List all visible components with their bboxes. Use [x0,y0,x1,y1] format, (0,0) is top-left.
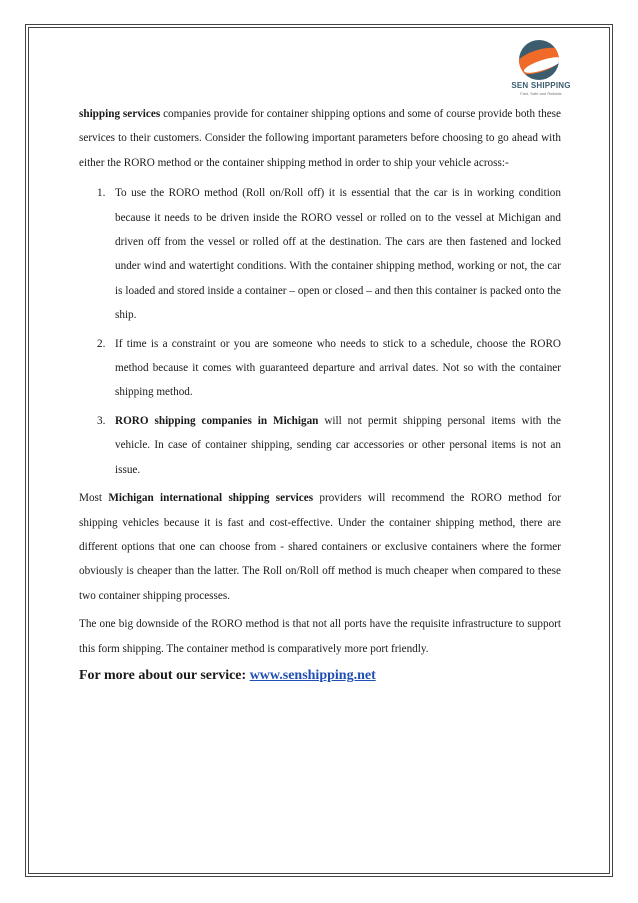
list-item-bold: RORO shipping companies in Michigan [115,414,319,427]
list-item-number: 1. [97,187,106,200]
website-link[interactable]: www.senshipping.net [249,667,376,683]
downside-paragraph: The one big downside of the RORO method is that not all ports have the requisite infrastructure to support this form shipping. The container method is comparatively more port friendly. [79,618,561,655]
logo-tagline: Fast, Safe and Reliable [520,91,562,96]
list-item [79,332,561,405]
list-item-text: To use the RORO method (Roll on/Roll off) it is essential that the car is in working condition because it needs to be driven inside the RORO vessel or rolled on to the vessel at Michigan and driven off from the vessel or rolled off at the destination. The cars are then fastened and locked under wind and watertight conditions. With the container shipping method, working or not, the car is loaded and stored inside a container – open or closed – and then this container is packed onto the ship. [115,187,561,322]
para2-bold: Michigan international shipping services [108,492,314,505]
footer-line [79,665,561,687]
list-item-text: If time is a constraint or you are someone who needs to stick to a schedule, choose the RORO method because it comes with guaranteed departure and arrival dates. Not so with the container shipping method. [115,337,561,399]
list-item-number: 2. [97,337,106,350]
para2-lead: Most [79,492,109,505]
list-item-text: will not permit shipping personal items with the vehicle. In case of container shipping, sending car accessories or other personal items is not an issue. [115,414,561,476]
intro-text: companies provide for container shipping options and some of course provide both these services to their customers. Consider the following important parameters before choosing to go ahead with either the RORO method or the container shipping method in order to ship your vehicle across:- [79,108,561,169]
intro-bold-lead: shipping services [79,108,161,120]
logo-name: SEN SHIPPING [511,81,571,90]
footer-label: For more about our service: [79,667,250,683]
company-logo [505,40,577,96]
list-item-number: 3. [97,414,106,427]
document-body [79,102,561,687]
parameters-list [79,181,561,482]
recommendation-paragraph [79,486,561,608]
intro-paragraph [79,102,561,175]
list-item [79,181,561,327]
para2-text: providers will recommend the RORO method for shipping vehicles because it is fast and cost-effective. Under the container shipping method, there are different options that one can choose from - shared containers or exclusive containers where the former obviously is cheaper than the latter. The Roll on/Roll off method is much cheaper when compared to these two container shipping processes. [79,492,561,602]
logo-emblem-icon [519,40,559,80]
list-item [79,409,561,482]
